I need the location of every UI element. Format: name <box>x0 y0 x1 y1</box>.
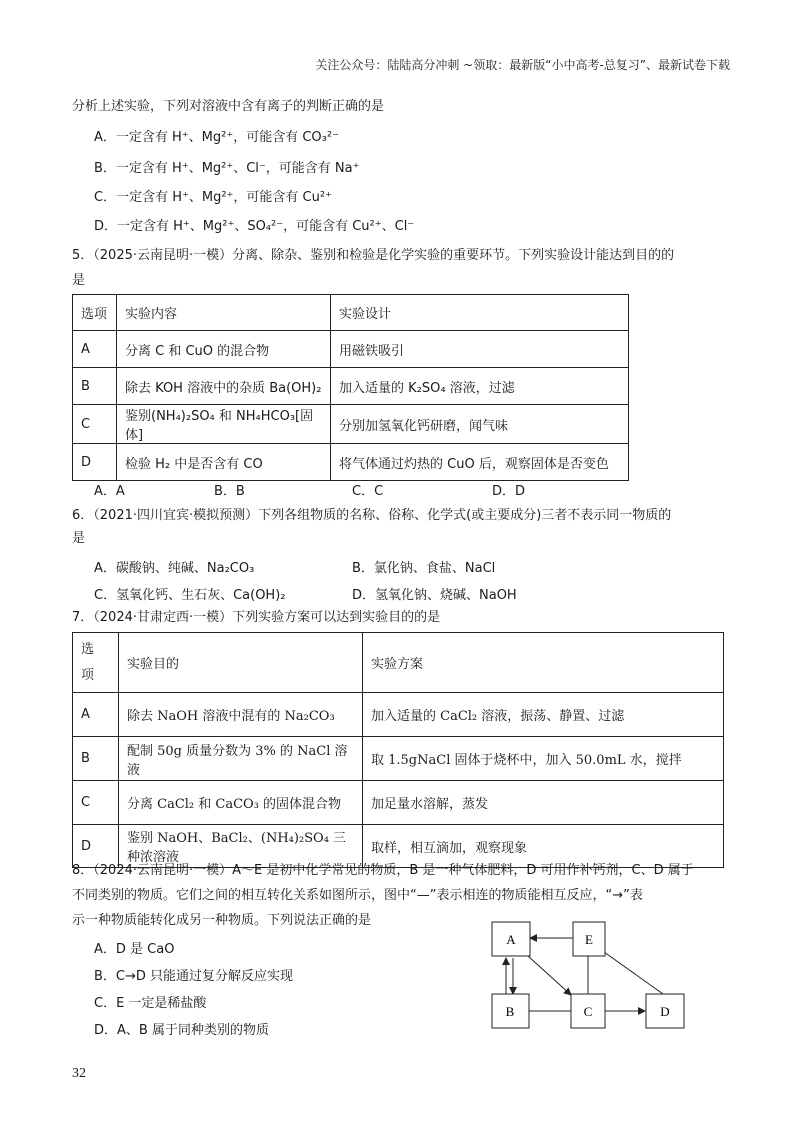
q4-option-c: C．一定含有 H⁺、Mg²⁺，可能含有 Cu²⁺ <box>94 190 332 205</box>
link-e-d <box>604 952 663 994</box>
table-row <box>73 331 629 368</box>
q5-cell-content: 除去 KOH 溶液中的杂质 Ba(OH)₂ <box>117 368 331 405</box>
table-row <box>73 781 724 825</box>
q5-cell-content: 检验 H₂ 中是否含有 CO <box>117 444 331 481</box>
node-a <box>492 922 530 956</box>
q8-stem-line1: 8．（2024·云南昆明·一模）A～E 是初中化学常见的物质，B 是一种气体肥料，D 可用作补钙剂，C、D 属于 <box>72 863 694 878</box>
node-d <box>646 994 684 1028</box>
q7-cell-plan: 取样，相互滴加，观察现象 <box>363 825 724 868</box>
q6-option-c: C．氢氧化钙、生石灰、Ca(OH)₂ <box>94 588 286 603</box>
q5-header-design: 实验设计 <box>331 295 629 331</box>
q6-option-d: D．氢氧化钠、烧碱、NaOH <box>352 588 517 603</box>
q8-option-a: A．D 是 CaO <box>94 942 175 957</box>
q6-option-a: A．碳酸钠、纯碱、Na₂CO₃ <box>94 561 255 576</box>
node-c-label: C <box>583 1004 593 1019</box>
q7-cell-plan: 加足量水溶解，蒸发 <box>363 781 724 825</box>
q8-stem-line3: 示一种物质能转化成另一种物质。下列说法正确的是 <box>72 913 372 928</box>
q8-stem-line2: 不同类别的物质。它们之间的相互转化关系如图所示，图中“—”表示相连的物质能相互反应，“→”表 <box>72 888 643 903</box>
q5-cell-option: C <box>73 405 117 444</box>
q6-stem-line1: 6．（2021·四川宜宾·模拟预测）下列各组物质的名称、俗称、化学式(或主要成分)三者不表示同一物质的 <box>72 508 672 523</box>
q5-answer-d: D．D <box>492 484 526 499</box>
q7-cell-option: B <box>73 737 119 781</box>
q4-stem: 分析上述实验，下列对溶液中含有离子的判断正确的是 <box>72 99 385 114</box>
q5-answer-c: C．C <box>352 484 384 499</box>
q5-cell-option: D <box>73 444 117 481</box>
table-row <box>73 368 629 405</box>
node-e <box>573 922 605 956</box>
q4-option-a: A．一定含有 H⁺、Mg²⁺，可能含有 CO₃²⁻ <box>94 130 339 145</box>
q5-cell-design: 用磁铁吸引 <box>331 331 629 368</box>
node-d-label: D <box>660 1004 670 1019</box>
q8-option-c: C．E 一定是稀盐酸 <box>94 996 207 1011</box>
q5-answer-a: A．A <box>94 484 125 499</box>
q7-header-option: 选 项 <box>73 633 119 693</box>
q5-cell-content: 鉴别(NH₄)₂SO₄ 和 NH₄HCO₃[固体] <box>117 405 331 444</box>
q7-stem: 7．（2024·甘肃定西·一模）下列实验方案可以达到实验目的的是 <box>72 610 441 625</box>
q7-cell-purpose: 鉴别 NaOH、BaCl₂、(NH₄)₂SO₄ 三种浓溶液 <box>119 825 363 868</box>
q5-stem-line2: 是 <box>72 273 86 288</box>
q7-cell-plan: 加入适量的 CaCl₂ 溶液，振荡、静置、过滤 <box>363 693 724 737</box>
q4-option-d: D．一定含有 H⁺、Mg²⁺、SO₄²⁻，可能含有 Cu²⁺、Cl⁻ <box>94 219 415 234</box>
q8-relationship-diagram <box>480 912 700 1037</box>
q5-header-option: 选项 <box>73 295 117 331</box>
q8-option-d: D．A、B 属于同种类别的物质 <box>94 1023 269 1038</box>
q7-cell-option: C <box>73 781 119 825</box>
q7-table-header-row <box>73 633 724 693</box>
q6-stem-line2: 是 <box>72 531 86 546</box>
arrow-a-to-c <box>528 956 571 995</box>
q5-cell-option: A <box>73 331 117 368</box>
page-number: 32 <box>72 1066 86 1081</box>
table-row <box>73 693 724 737</box>
q7-cell-option: D <box>73 825 119 868</box>
q7-table <box>72 632 724 868</box>
q7-cell-option: A <box>73 693 119 737</box>
table-row <box>73 405 629 444</box>
q5-cell-design: 将气体通过灼热的 CuO 后，观察固体是否变色 <box>331 444 629 481</box>
q5-cell-design: 分别加氢氧化钙研磨，闻气味 <box>331 405 629 444</box>
q7-header-purpose: 实验目的 <box>119 633 363 693</box>
node-e-label: E <box>585 932 593 947</box>
q5-cell-content: 分离 C 和 CuO 的混合物 <box>117 331 331 368</box>
q8-option-b: B．C→D 只能通过复分解反应实现 <box>94 969 294 984</box>
node-c <box>571 994 605 1028</box>
q5-header-content: 实验内容 <box>117 295 331 331</box>
node-b <box>492 994 529 1028</box>
q7-header-plan: 实验方案 <box>363 633 724 693</box>
q7-cell-plan: 取 1.5gNaCl 固体于烧杯中，加入 50.0mL 水，搅拌 <box>363 737 724 781</box>
q5-table-header-row <box>73 295 629 331</box>
q6-option-b: B．氯化钠、食盐、NaCl <box>352 561 496 576</box>
q5-answer-b: B．B <box>214 484 245 499</box>
table-row <box>73 444 629 481</box>
q7-cell-purpose: 除去 NaOH 溶液中混有的 Na₂CO₃ <box>119 693 363 737</box>
node-a-label: A <box>506 932 516 947</box>
node-b-label: B <box>505 1004 515 1019</box>
q5-table <box>72 294 629 481</box>
q7-cell-purpose: 配制 50g 质量分数为 3% 的 NaCl 溶液 <box>119 737 363 781</box>
page-header: 关注公众号：陆陆高分冲刺 ~领取：最新版“小中高考-总复习”、最新试卷下载 <box>315 58 730 72</box>
q5-cell-design: 加入适量的 K₂SO₄ 溶液，过滤 <box>331 368 629 405</box>
q5-stem-line1: 5．（2025·云南昆明·一模）分离、除杂、鉴别和检验是化学实验的重要环节。下列实验设计能达到目的的 <box>72 248 675 263</box>
q7-cell-purpose: 分离 CaCl₂ 和 CaCO₃ 的固体混合物 <box>119 781 363 825</box>
q5-cell-option: B <box>73 368 117 405</box>
table-row <box>73 737 724 781</box>
q4-option-b: B．一定含有 H⁺、Mg²⁺、Cl⁻，可能含有 Na⁺ <box>94 161 360 176</box>
